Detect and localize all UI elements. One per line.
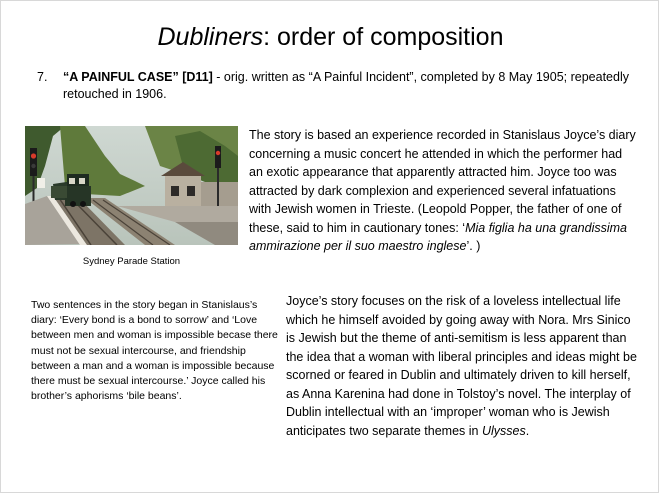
item-number: 7. (37, 70, 48, 84)
item-text (63, 69, 633, 103)
title-rest: : order of composition (263, 23, 504, 51)
story-title: “A PAINFUL CASE” (63, 70, 179, 84)
paragraph-story-focus (286, 292, 641, 440)
italian-quote: Mia figlia ha una grandissima ammirazione per il suo maestro inglese (249, 220, 627, 253)
item-rest: - orig. written as “A Painful Incident”, completed by 8 May 1905; repeatedly retouched in 1906. (63, 70, 629, 101)
slide-title (1, 21, 659, 53)
paragraph-diary-concert (249, 126, 639, 256)
para1-text-b: ’. ) (466, 239, 481, 253)
ulysses-title: Ulysses (481, 423, 526, 438)
para1-text-a: The story is based an experience recorded in Stanislaus Joyce’s diary concerning a music concert he attended in which the performer had an exotic appearance that apparently attracted him. Joyce too was attracted by dark complexion and experienced several infatuations with Jewish women in Trieste. (Leopold Popper, the father of one of these, said to him in cautionary tones: ‘ (249, 128, 636, 235)
photo-caption: Sydney Parade Station (82, 256, 181, 267)
story-code: [D11] (178, 70, 213, 84)
title-italic: Dubliners (157, 23, 264, 51)
para3-text-a: Joyce’s story focuses on the risk of a loveless intellectual life which he himself avoided by going away with Nora. Mrs Sinico is Jewish but the theme of anti-semitism is less apparent than the idea that a woman with liberal principles and ideas might be scorned or feared in Dublin and ultimately driven to kill herself, as Anna Karenina had done in Tolstoy’s novel. The interplay of Dublin intellectual with an ‘improper’ woman who is Jewish anticipates two separate themes in (286, 294, 637, 438)
para3-text-b: . (525, 423, 530, 438)
station-photo (25, 126, 238, 245)
paragraph-diary-sentences: Two sentences in the story began in Stanislaus’s diary: ‘Every bond is a bond to sorrow’ and ‘Love between men and woman is impossible becase there must not be sexual intercourse, and friendship between a man and a woman is impossible because there must be sexual intercourse.’ Joyce called his brother’s aphorisms ‘bile beans’. (31, 299, 278, 403)
